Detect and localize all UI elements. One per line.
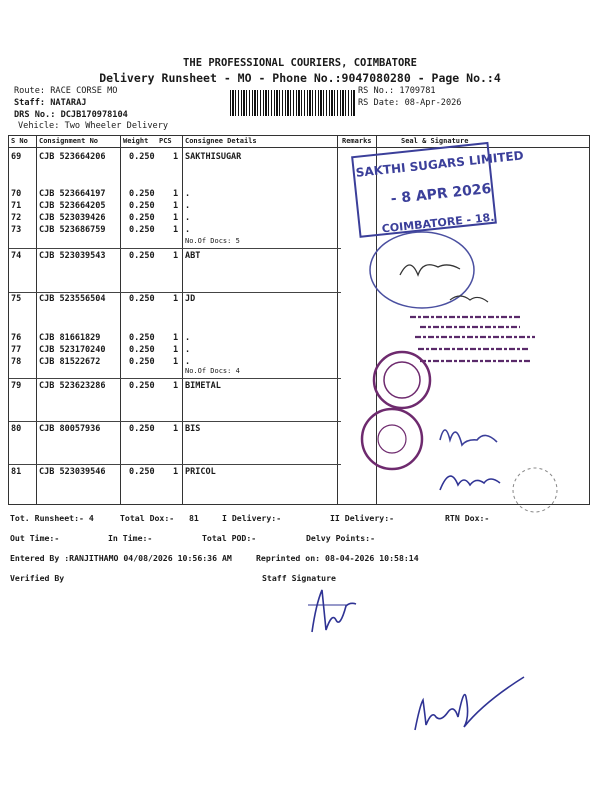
row-consignee: BIMETAL [185,381,221,391]
row-sno: 72 [11,213,22,223]
row-consignee: . [185,213,191,223]
row-sno: 75 [11,294,22,304]
row-consignment-no: CJB 523623286 [39,381,106,391]
row-sno: 76 [11,333,22,343]
docs-count-note: No.Of Docs: 4 [185,367,240,375]
stamp-date: - 8 APR 2026 [389,180,493,208]
row-pcs: 1 [173,345,179,355]
company-title: THE PROFESSIONAL COURIERS, COIMBATORE [183,57,417,69]
stamp-company: SAKTHI SUGARS LIMITED [355,148,525,180]
row-pcs: 1 [173,357,179,367]
row-consignee: . [185,357,191,367]
row-consignment-no: CJB 81522672 [39,357,101,367]
row-consignee: . [185,189,191,199]
col-weight: Weight [123,137,149,145]
delvy-points: Delvy Points:- [306,533,376,543]
col-pcs: PCS [159,137,172,145]
row-consignment-no: CJB 523039426 [39,213,106,223]
row-sno: 74 [11,251,22,261]
row-weight: 0.250 [129,467,155,477]
verified-by: Verified By [10,573,65,583]
row-consignee: . [185,345,191,355]
table-header [9,136,589,148]
total-dox-value: 81 [189,513,199,523]
row-consignment-no: CJB 523664197 [39,189,106,199]
ii-delivery: II Delivery:- [330,513,395,523]
col-seal: Seal & Signature [401,137,469,145]
row-consignment-no: CJB 523039546 [39,467,106,477]
row-sno: 81 [11,467,22,477]
row-consignee: BIS [185,424,201,434]
row-weight: 0.250 [129,294,155,304]
row-sno: 70 [11,189,22,199]
staff: Staff: NATARAJ [14,98,87,108]
row-pcs: 1 [173,201,179,211]
row-pcs: 1 [173,467,179,477]
tot-runsheet: Tot. Runsheet:- 4 [10,513,94,523]
row-weight: 0.250 [129,225,155,235]
row-pcs: 1 [173,333,179,343]
row-pcs: 1 [173,213,179,223]
row-pcs: 1 [173,189,179,199]
row-sno: 78 [11,357,22,367]
row-weight: 0.250 [129,201,155,211]
row-consignee: ABT [185,251,201,261]
reprinted-on: Reprinted on: 08-04-2026 10:58:14 [256,553,419,563]
row-pcs: 1 [173,424,179,434]
in-time: In Time:- [108,533,153,543]
total-dox: Total Dox:- [120,513,175,523]
row-sno: 71 [11,201,22,211]
runsheet-subtitle: Delivery Runsheet - MO - Phone No.:9047080280 - Page No.:4 [99,71,501,85]
row-consignee: . [185,333,191,343]
row-consignee: . [185,225,191,235]
row-sno: 79 [11,381,22,391]
row-pcs: 1 [173,381,179,391]
row-pcs: 1 [173,251,179,261]
row-sno: 80 [11,424,22,434]
row-pcs: 1 [173,152,179,162]
row-consignment-no: CJB 523556504 [39,294,106,304]
row-consignment-no: CJB 523039543 [39,251,106,261]
row-weight: 0.250 [129,152,155,162]
row-weight: 0.250 [129,213,155,223]
row-pcs: 1 [173,294,179,304]
docs-count-note: No.Of Docs: 5 [185,237,240,245]
vehicle: Vehicle: Two Wheeler Delivery [18,121,169,131]
handwritten-signature [410,670,540,740]
staff-signature [300,580,360,640]
row-consignee: SAKTHISUGAR [185,152,242,162]
row-sno: 73 [11,225,22,235]
row-pcs: 1 [173,225,179,235]
total-pod: Total POD:- [202,533,257,543]
row-consignment-no: CJB 523170240 [39,345,106,355]
row-weight: 0.250 [129,251,155,261]
row-consignee: . [185,201,191,211]
row-weight: 0.250 [129,189,155,199]
entered-by: Entered By :RANJITHAMO 04/08/2026 10:56:36 AM [10,553,232,563]
col-consignee: Consignee Details [185,137,257,145]
rtn-dox: RTN Dox:- [445,513,490,523]
row-weight: 0.250 [129,424,155,434]
col-sno: S No [11,137,28,145]
row-weight: 0.250 [129,357,155,367]
route: Route: RACE CORSE MO [14,86,118,96]
rs-number: RS No.: 1709781 [358,86,436,96]
row-consignment-no: CJB 523664205 [39,201,106,211]
col-consignment: Consignment No [39,137,99,145]
row-consignment-no: CJB 81661829 [39,333,101,343]
i-delivery: I Delivery:- [222,513,282,523]
drs-number: DRS No.: DCJB170978104 [14,110,128,120]
staff-signature-label: Staff Signature [262,573,336,583]
rs-date: RS Date: 08-Apr-2026 [358,98,462,108]
row-consignment-no: CJB 523686759 [39,225,106,235]
row-weight: 0.250 [129,345,155,355]
row-sno: 77 [11,345,22,355]
row-consignment-no: CJB 80057936 [39,424,101,434]
row-consignee: PRICOL [185,467,216,477]
col-remarks: Remarks [342,137,372,145]
row-consignment-no: CJB 523664206 [39,152,106,162]
row-consignee: JD [185,294,196,304]
out-time: Out Time:- [10,533,60,543]
row-weight: 0.250 [129,381,155,391]
row-weight: 0.250 [129,333,155,343]
stamp-city: COIMBATORE - 18. [381,210,495,236]
row-sno: 69 [11,152,22,162]
barcode [230,90,355,116]
